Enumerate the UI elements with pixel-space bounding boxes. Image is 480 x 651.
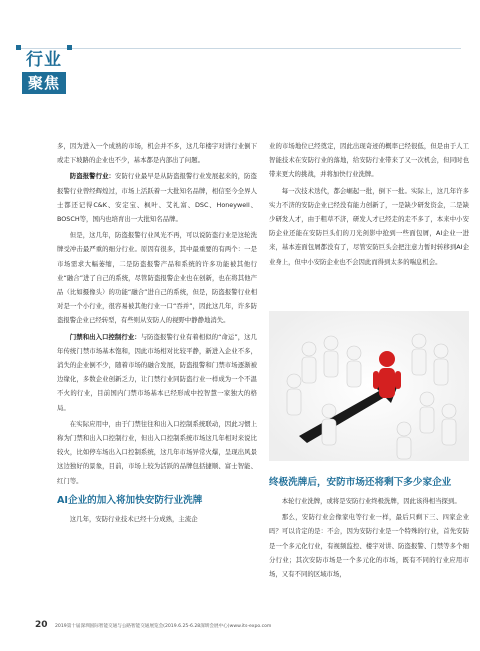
- paragraph-text: 但是，这几年，防盗报警行业风光不再，可以说防盗行业是这轮洗牌受冲击最严重的细分行业。原因有很多，其中最重要的有两个：一是市场需求大幅萎缩，二是防盗报警产品和系统的许多功能被其他行业“融合”进了自己的系统，尽管防盗报警企业也在创新，也在将其他产品（比如摄像头）的功能“融合”进自己的系统，但是，防盗报警行业相对是一个小行业，很容易被其他行业一口“吞并”，因此这几年，许多防盗报警企业已经转型，有些则从安防人的视野中静静地消失。: [57, 231, 257, 325]
- paragraph-lead: 防盗报警行业：: [69, 172, 115, 181]
- paragraph-text: 每一次技术迭代，都会崛起一批，倒下一批。实际上，这几年许多实力不济的安防企业已经没有能力创新了，一是缺少研发资金，二是缺少研发人才，由于粗草不济，研发人才已经走的走不多了，本来中小安防企业还能在安防巨头们的刀光剑影中抢到一些面包屑，AI企业一进来，基本连面包屑都没有了，尽管安防巨头会把注意力暂时转移到AI企业身上，但中小安防企业也不会因此而得到太多的喘息机会。: [269, 186, 469, 266]
- section-badge-line1: 行业: [26, 50, 62, 70]
- right-column-top: [269, 139, 469, 271]
- page-footer: [0, 620, 480, 634]
- page-number: 20: [35, 620, 48, 630]
- right-column-bottom: [269, 470, 469, 583]
- body-paragraph: [57, 417, 257, 488]
- body-paragraph: [57, 228, 257, 327]
- business-competition-illustration: [269, 311, 469, 461]
- top-rule: [19, 48, 461, 49]
- paragraph-text: 业的市场地位已经奠定，因此出现奇迹的概率已经很低，但是由于人工智能技术在安防行业的落地，给安防行业带来了又一次机会，但同时也带来更大的挑战，并将加快行业洗牌。: [269, 142, 469, 179]
- left-column: [57, 139, 257, 528]
- section-badge: [19, 48, 69, 98]
- body-paragraph: [269, 139, 469, 182]
- paragraph-text: 安防行业最早是从防盗报警行业发展起来的，防盗报警行业曾经辉煌过，市场上活跃着一大批知名品牌，相信至今全界人士都还记得C&K、安定宝、枫叶、艾礼富、DSC、Honeywell、BOSCH等，国内也培育出一大批知名品牌。: [57, 172, 257, 224]
- body-paragraph: [269, 510, 469, 581]
- footer-text: 2019第十届深圳国际智能交通与公路智能交通展览会(2019.6.25-6.28深圳会展中心)www.its-expo.com: [55, 624, 272, 629]
- paragraph-text: 与防盗报警行业有着相似的“命运”，这几年传统门禁市场基本饱和，因此市场相对比较平静，新进入企业不多，消失的企业倒不少，随着市场的融合发展，防盗报警和门禁市场逐渐被边缘化，多数企业创新乏力，让门禁行业同防盗行业一样成为一个不温不火的行业，目前国内门禁市场基本已经形成中控智慧一家独大的格局。: [57, 332, 257, 412]
- section-heading: AI企业的加入将加快安防行业洗牌: [57, 494, 203, 506]
- body-paragraph: [57, 330, 257, 415]
- paragraph-lead: 门禁和出入口控制行业：: [69, 332, 141, 341]
- paragraph-text: 本轮行业洗牌，或将是安防行业终极洗牌，因此该得相当探到。: [281, 497, 461, 505]
- paragraph-text: 这几年，安防行业技术已经十分成熟，主流企: [69, 514, 198, 523]
- paragraph-text: 在实际应用中，由于门禁往往和出入口控制系统联动，因此习惯上称为门禁和出入口控制行业，但出入口控制系统市场这几年相对来说比较火，比如停车场出入口控制系统，这几年市场异常火爆，呈现出风景这边独好的景象，目前，市场上较为活跃的品牌包括捷顺、富士智能、红门等。: [57, 419, 257, 485]
- body-paragraph: [57, 512, 257, 526]
- paragraph-text: 那么，安防行业会像家电等行业一样，最后只剩下三、四家企业吗？可以肯定的是：不会，因为安防行业是一个特殊的行业，首先安防是一个多元化行业，有视频监控、楼宇对讲、防盗报警、门禁等多个细分行业；其次安防市场是一个多元化的市场，既有不同的行业应用市场，又有不同的区域市场，: [269, 513, 469, 579]
- section-heading: 终极洗牌后，安防市场还将剩下多少家企业: [269, 477, 452, 488]
- paragraph-text: 多，因为进入一个成熟的市场，机会并不多，这几年楼宇对讲行业倒下或走下坡路的企业也不少，基本都是内部出了问题。: [57, 142, 257, 165]
- body-paragraph: [269, 494, 469, 508]
- body-paragraph: [57, 139, 257, 167]
- body-paragraph: [269, 184, 469, 269]
- section-badge-line2: 聚焦: [22, 72, 66, 94]
- body-paragraph: [57, 169, 257, 226]
